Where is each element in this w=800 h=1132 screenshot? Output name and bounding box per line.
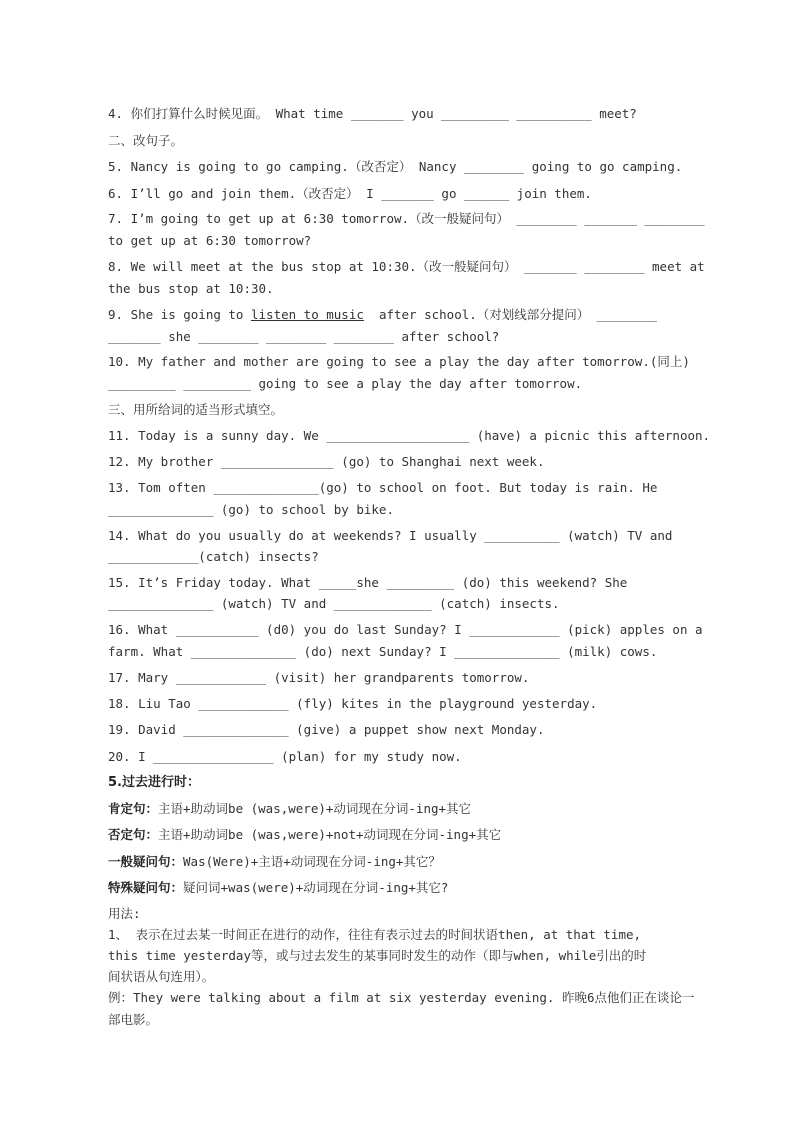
affirmative-structure: 主语+助动词be (was,were)+动词现在分词-ing+其它 [158,801,472,816]
example-sentence-cont: 部电影。 [108,1012,159,1027]
usage-1-cont: this time yesterday等，或与过去发生的某事同时发生的动作（即与when, while引出的时 [108,948,647,963]
exercise-9-text-b: after school.（对划线部分提问） ________ [363,307,658,322]
exercise-19: 19. David ______________ (give) a puppet show next Monday. [108,722,545,737]
exercise-11: 11. Today is a sunny day. We ___________________ (have) a picnic this afternoon. [108,428,711,443]
yes-no-question-rule [108,854,441,870]
exercise-16-cont: farm. What ______________ (do) next Sunday? I ______________ (milk) cows. [108,644,658,659]
usage-1-cont-2: 间状语从句连用）。 [108,969,215,984]
exercise-6: 6. I’ll go and join them.（改否定） I _______ go ______ join them. [108,186,592,201]
exercise-9 [108,307,657,323]
exercise-12: 12. My brother _______________ (go) to Shanghai next week. [108,454,545,469]
wh-question-label: 特殊疑问句： [108,880,184,895]
exercise-14-cont: ____________(catch) insects? [108,549,319,564]
exercise-5: 5. Nancy is going to go camping.（改否定） Nancy ________ going to go camping. [108,159,683,174]
negative-structure: 主语+助动词be (was,were)+not+动词现在分词-ing+其它 [158,827,502,842]
exercise-7-cont: to get up at 6:30 tomorrow? [108,233,312,248]
exercise-17: 17. Mary ____________ (visit) her grandparents tomorrow. [108,670,530,685]
usage-heading: 用法: [108,906,141,921]
exercise-10-cont: _________ _________ going to see a play the day after tomorrow. [108,376,583,391]
exercise-10: 10. My father and mother are going to see a play the day after tomorrow.(同上) [108,354,690,369]
exercise-13-cont: ______________ (go) to school by bike. [108,502,394,517]
wh-question-structure: 疑问词+was(were)+动词现在分词-ing+其它? [183,880,449,895]
exercise-16: 16. What ___________ (d0) you do last Sunday? I ____________ (pick) apples on a [108,622,703,637]
grammar-heading-past-continuous: 5.过去进行时： [108,775,200,790]
exercise-20: 20. I ________________ (plan) for my study now. [108,749,462,764]
example-sentence: 例：They were talking about a film at six yesterday evening. 昨晚6点他们正在谈论一 [108,990,695,1005]
yes-no-question-label: 一般疑问句： [108,854,184,869]
yes-no-question-structure: Was(Were)+主语+动词现在分词-ing+其它？ [183,854,441,869]
exercise-18: 18. Liu Tao ____________ (fly) kites in the playground yesterday. [108,696,598,711]
exercise-7: 7. I’m going to get up at 6:30 tomorrow.（改一般疑问句） ________ _______ ________ [108,211,705,226]
underlined-phrase: listen to music [251,307,364,322]
affirmative-rule [108,801,471,817]
section-heading-rewrite: 二、改句子。 [108,133,184,148]
exercise-9-text-a: 9. She is going to [108,307,251,322]
section-heading-fill: 三、用所给词的适当形式填空。 [108,402,284,417]
exercise-15-cont: ______________ (watch) TV and _____________ (catch) insects. [108,596,560,611]
negative-rule [108,827,501,843]
exercise-9-cont: _______ she ________ ________ ________ after school? [108,329,500,344]
exercise-8-cont: the bus stop at 10:30. [108,281,274,296]
exercise-15: 15. It’s Friday today. What _____she _________ (do) this weekend? She [108,575,628,590]
wh-question-rule [108,880,448,896]
exercise-4: 4. 你们打算什么时候见面。 What time _______ you _________ __________ meet? [108,106,637,121]
exercise-13: 13. Tom often ______________(go) to school on foot. But today is rain. He [108,480,658,495]
negative-label: 否定句： [108,827,159,842]
exercise-14: 14. What do you usually do at weekends? I usually __________ (watch) TV and [108,528,673,543]
affirmative-label: 肯定句： [108,801,159,816]
exercise-8: 8. We will meet at the bus stop at 10:30.（改一般疑问句） _______ ________ meet at [108,259,705,274]
usage-1: 1、 表示在过去某一时间正在进行的动作，往往有表示过去的时间状语then, at that time, [108,927,642,942]
